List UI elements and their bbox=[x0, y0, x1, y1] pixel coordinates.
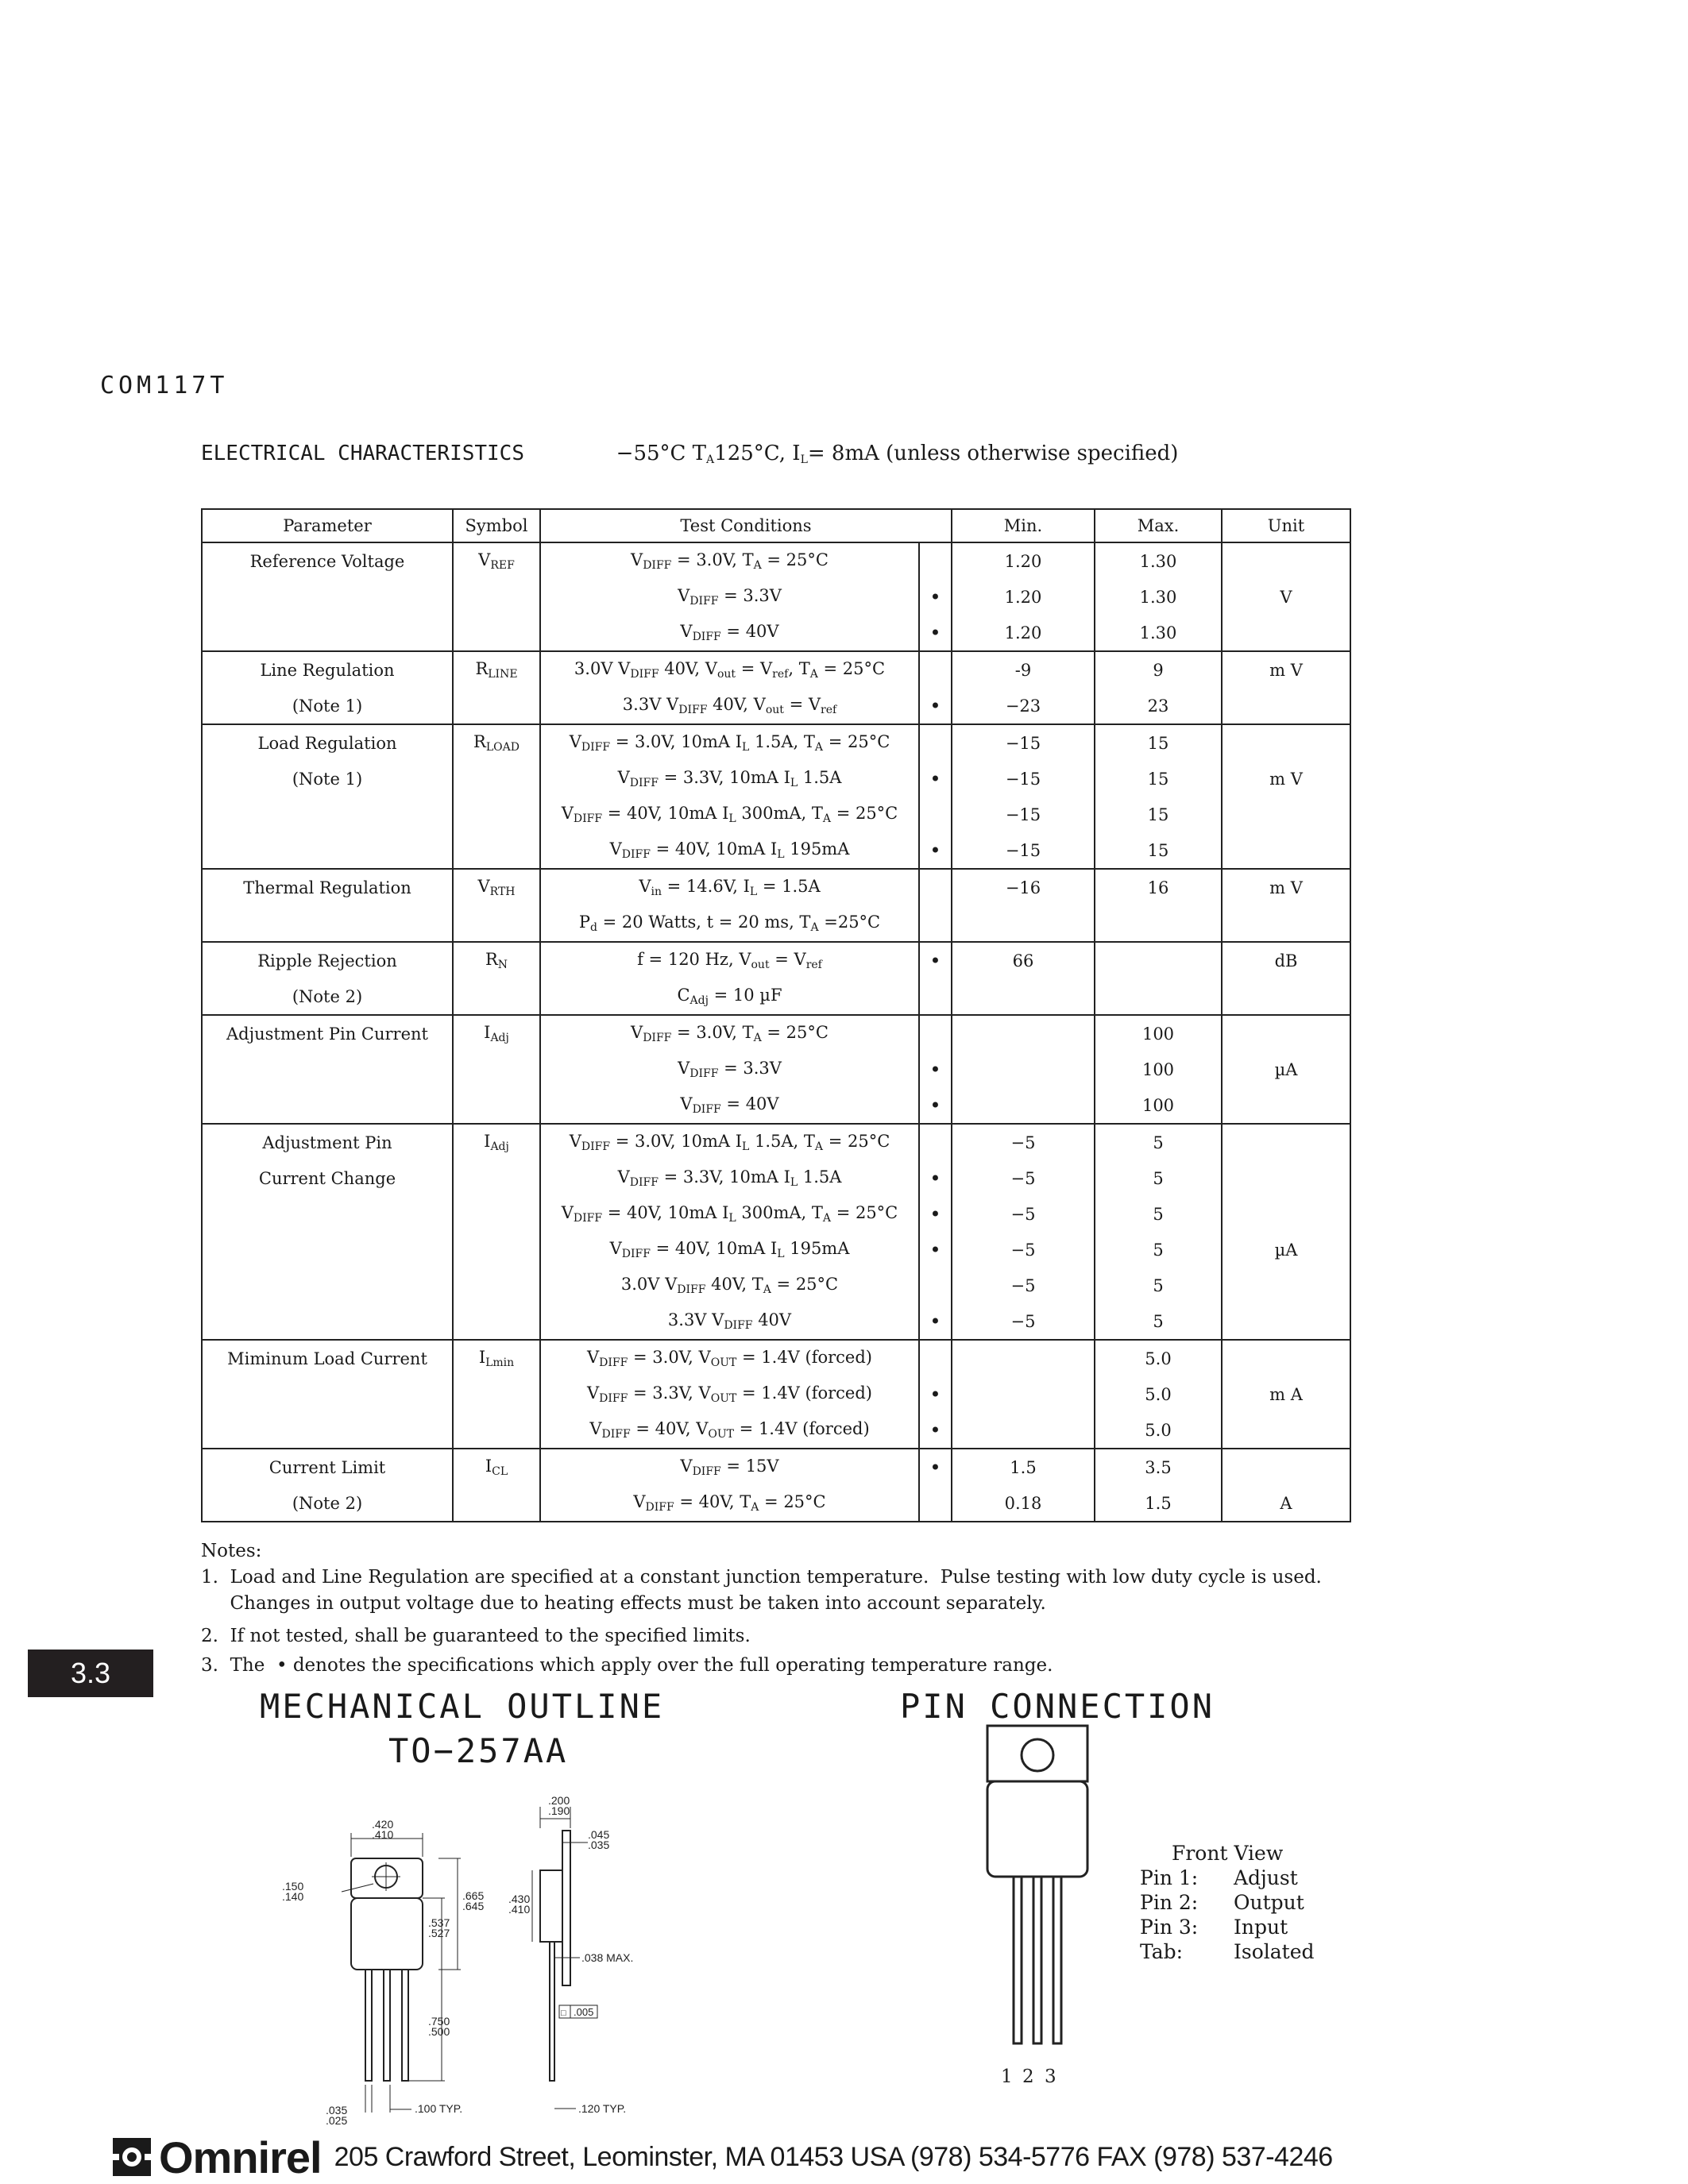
dim-lead-bot: .500 bbox=[428, 2025, 450, 2038]
symbol-cell: $R_N$ bbox=[453, 942, 540, 978]
table-row bbox=[202, 579, 1350, 615]
pin-info bbox=[1140, 1841, 1315, 1964]
symbol-cell bbox=[453, 1485, 540, 1522]
parameter-cell bbox=[202, 1376, 453, 1412]
dim-hole-top: .150 bbox=[282, 1880, 304, 1893]
unit-cell bbox=[1222, 1268, 1350, 1303]
pin-2-lead bbox=[1033, 1877, 1041, 2043]
min-cell: −15 bbox=[952, 832, 1095, 869]
min-cell: −5 bbox=[952, 1196, 1095, 1232]
unit-cell bbox=[1222, 797, 1350, 832]
test-condition-cell: 3.3V $V_{DIFF}$ 40V, $V_{out} = V_{ref}$ bbox=[540, 688, 919, 724]
symbol-cell bbox=[453, 797, 540, 832]
temp-range-bullet bbox=[919, 869, 952, 905]
package-type-title: TO−257AA bbox=[388, 1731, 569, 1770]
max-cell: 15 bbox=[1095, 724, 1222, 761]
pin-row bbox=[1140, 1915, 1315, 1939]
unit-cell: m A bbox=[1222, 1376, 1350, 1412]
side-view bbox=[540, 1831, 570, 2081]
temp-range-bullet: • bbox=[919, 1232, 952, 1268]
parameter-cell bbox=[202, 1232, 453, 1268]
parameter-cell: (Note 2) bbox=[202, 1485, 453, 1522]
unit-cell bbox=[1222, 1303, 1350, 1340]
dim-side-h-top: .430 bbox=[508, 1893, 531, 1905]
pin-connection-drawing bbox=[985, 1723, 1096, 2097]
max-cell bbox=[1095, 978, 1222, 1015]
table-row bbox=[202, 688, 1350, 724]
pin-value: Input bbox=[1234, 1916, 1288, 1939]
mechanical-outline-title: MECHANICAL OUTLINE bbox=[260, 1687, 665, 1726]
dim-flat: .005 bbox=[574, 2006, 594, 2018]
max-cell bbox=[1095, 905, 1222, 942]
test-condition-cell: $V_{DIFF} = 40V$, 10mA $I_L$ 300mA, $T_A = 25^\circ C$ bbox=[540, 797, 919, 832]
ec-title: ELECTRICAL CHARACTERISTICS bbox=[201, 442, 524, 465]
symbol-cell bbox=[453, 1051, 540, 1087]
dim-height-bot: .645 bbox=[462, 1900, 485, 1912]
unit-cell bbox=[1222, 1015, 1350, 1051]
table-row bbox=[202, 1412, 1350, 1449]
symbol-cell bbox=[453, 1303, 540, 1340]
dim-pin-bot: .025 bbox=[326, 2114, 348, 2127]
min-cell: −15 bbox=[952, 797, 1095, 832]
table-row bbox=[202, 832, 1350, 869]
pin-3-lead bbox=[1053, 1877, 1061, 2043]
header-unit: Unit bbox=[1222, 509, 1350, 542]
max-cell: 5 bbox=[1095, 1268, 1222, 1303]
pin-row bbox=[1140, 1890, 1315, 1915]
table-row bbox=[202, 1160, 1350, 1196]
dim-pitch: .100 TYP. bbox=[415, 2102, 463, 2115]
parameter-cell bbox=[202, 1303, 453, 1340]
dim-body-bot: .527 bbox=[428, 1927, 450, 1939]
temp-range-bullet bbox=[919, 1268, 952, 1303]
pin-1-lead bbox=[1014, 1877, 1022, 2043]
max-cell: 5.0 bbox=[1095, 1412, 1222, 1449]
section-tab: 3.3 bbox=[28, 1650, 153, 1697]
table-row bbox=[202, 797, 1350, 832]
max-cell: 5.0 bbox=[1095, 1376, 1222, 1412]
pin-row bbox=[1140, 1866, 1315, 1890]
max-cell: 5 bbox=[1095, 1303, 1222, 1340]
symbol-cell: $R_{LOAD}$ bbox=[453, 724, 540, 761]
max-cell: 5.0 bbox=[1095, 1340, 1222, 1376]
test-condition-cell: f = 120 Hz, $V_{out} = V_{ref}$ bbox=[540, 942, 919, 978]
max-cell: 1.5 bbox=[1095, 1485, 1222, 1522]
parameter-cell: (Note 1) bbox=[202, 761, 453, 797]
parameter-cell: Current Limit bbox=[202, 1449, 453, 1485]
dim-max: .038 MAX. bbox=[581, 1951, 634, 1964]
parameter-cell: Ripple Rejection bbox=[202, 942, 453, 978]
min-cell: −23 bbox=[952, 688, 1095, 724]
symbol-cell bbox=[453, 688, 540, 724]
table-row bbox=[202, 761, 1350, 797]
min-cell bbox=[952, 1376, 1095, 1412]
test-condition-cell: $V_{DIFF} = 40V$, $T_A = 25^\circ C$ bbox=[540, 1485, 919, 1522]
dim-tab-bot: .035 bbox=[588, 1839, 610, 1851]
omnirel-logo-icon bbox=[111, 2136, 153, 2178]
min-cell: 66 bbox=[952, 942, 1095, 978]
test-condition-cell: $V_{DIFF} = 40V$ bbox=[540, 615, 919, 651]
part-number: COM117T bbox=[100, 372, 229, 399]
table-row bbox=[202, 1485, 1350, 1522]
note-item: Changes in output voltage due to heating effects must be taken into account separately. bbox=[201, 1593, 1046, 1614]
unit-cell: A bbox=[1222, 1485, 1350, 1522]
unit-cell bbox=[1222, 832, 1350, 869]
min-cell: 1.5 bbox=[952, 1449, 1095, 1485]
parameter-cell bbox=[202, 797, 453, 832]
table-row bbox=[202, 905, 1350, 942]
pin-key: Tab: bbox=[1140, 1940, 1184, 1963]
min-cell: 0.18 bbox=[952, 1485, 1095, 1522]
parameter-cell bbox=[202, 905, 453, 942]
min-cell bbox=[952, 1340, 1095, 1376]
max-cell: 5 bbox=[1095, 1124, 1222, 1160]
unit-cell bbox=[1222, 1124, 1350, 1160]
parameter-cell bbox=[202, 579, 453, 615]
max-cell: 15 bbox=[1095, 761, 1222, 797]
header-test-conditions: Test Conditions bbox=[540, 509, 952, 542]
test-condition-cell: $V_{DIFF} = 40V$ bbox=[540, 1087, 919, 1124]
min-cell bbox=[952, 1015, 1095, 1051]
ec-conditions bbox=[616, 442, 1179, 466]
unit-cell bbox=[1222, 1449, 1350, 1485]
min-cell: 1.20 bbox=[952, 615, 1095, 651]
parameter-cell: Line Regulation bbox=[202, 651, 453, 688]
header-symbol: Symbol bbox=[453, 509, 540, 542]
min-cell bbox=[952, 1051, 1095, 1087]
pin-key: Pin 2: bbox=[1140, 1891, 1199, 1914]
dim-body-top: .537 bbox=[428, 1916, 450, 1929]
symbol-cell: $V_{REF}$ bbox=[453, 542, 540, 579]
dim-pin-top: .035 bbox=[326, 2104, 348, 2116]
test-condition-cell: $V_{DIFF} = 3.3V$, 10mA $I_L$ 1.5A bbox=[540, 761, 919, 797]
temp-range-bullet: • bbox=[919, 579, 952, 615]
header-parameter: Parameter bbox=[202, 509, 453, 542]
dim-width-top: .420 bbox=[372, 1818, 394, 1831]
pin-value: Output bbox=[1234, 1891, 1304, 1914]
parameter-cell bbox=[202, 1412, 453, 1449]
min-cell: −5 bbox=[952, 1232, 1095, 1268]
parameter-cell bbox=[202, 1051, 453, 1087]
symbol-cell: $I_{Adj}$ bbox=[453, 1124, 540, 1160]
min-cell bbox=[952, 905, 1095, 942]
unit-cell bbox=[1222, 978, 1350, 1015]
test-condition-cell: $V_{DIFF} = 3.3V$ bbox=[540, 579, 919, 615]
company-address: 205 Crawford Street, Leominster, MA 01453 USA (978) 534-5776 FAX (978) 537-4246 bbox=[334, 2141, 1333, 2172]
unit-cell bbox=[1222, 1196, 1350, 1232]
pin-row bbox=[1140, 1939, 1315, 1964]
parameter-cell bbox=[202, 1196, 453, 1232]
unit-cell bbox=[1222, 688, 1350, 724]
mechanical-outline-drawing bbox=[207, 1795, 699, 2128]
symbol-cell bbox=[453, 978, 540, 1015]
temp-range-bullet: • bbox=[919, 1087, 952, 1124]
temp-range-bullet: • bbox=[919, 688, 952, 724]
min-cell bbox=[952, 978, 1095, 1015]
test-condition-cell: $V_{DIFF} = 3.0V$, $T_A = 25^\circ C$ bbox=[540, 542, 919, 579]
temp-range-bullet bbox=[919, 724, 952, 761]
unit-cell bbox=[1222, 1160, 1350, 1196]
symbol-cell bbox=[453, 615, 540, 651]
dim-tab-top: .045 bbox=[588, 1828, 610, 1841]
table-row bbox=[202, 1303, 1350, 1340]
min-cell: −15 bbox=[952, 761, 1095, 797]
parameter-cell bbox=[202, 615, 453, 651]
min-cell: 1.20 bbox=[952, 579, 1095, 615]
ec-cond-c: = 8mA (unless otherwise specified) bbox=[807, 442, 1179, 465]
min-cell: −5 bbox=[952, 1268, 1095, 1303]
note-item: 1. Load and Line Regulation are specified at a constant junction temperature. Pulse testing with low duty cycle is used. bbox=[201, 1567, 1322, 1588]
max-cell: 16 bbox=[1095, 869, 1222, 905]
max-cell: 1.30 bbox=[1095, 579, 1222, 615]
package-body bbox=[987, 1781, 1087, 1877]
temp-range-bullet bbox=[919, 905, 952, 942]
table-row bbox=[202, 1232, 1350, 1268]
temp-range-bullet bbox=[919, 1485, 952, 1522]
parameter-cell: Miminum Load Current bbox=[202, 1340, 453, 1376]
max-cell: 23 bbox=[1095, 688, 1222, 724]
min-cell: -9 bbox=[952, 651, 1095, 688]
front-view bbox=[351, 1858, 423, 2081]
min-cell: −5 bbox=[952, 1124, 1095, 1160]
max-cell: 5 bbox=[1095, 1232, 1222, 1268]
unit-cell: m V bbox=[1222, 651, 1350, 688]
symbol-cell bbox=[453, 1268, 540, 1303]
test-condition-cell: 3.3V $V_{DIFF}$ 40V bbox=[540, 1303, 919, 1340]
max-cell: 100 bbox=[1095, 1087, 1222, 1124]
parameter-cell: (Note 2) bbox=[202, 978, 453, 1015]
test-condition-cell: $V_{DIFF} = 3.0V$, $V_{OUT} = 1.4V$ (forced) bbox=[540, 1340, 919, 1376]
brand-name: Omnirel bbox=[159, 2132, 322, 2182]
table-row bbox=[202, 724, 1350, 761]
table-row bbox=[202, 1268, 1350, 1303]
header-min: Min. bbox=[952, 509, 1095, 542]
temp-range-bullet bbox=[919, 978, 952, 1015]
temp-range-bullet: • bbox=[919, 1376, 952, 1412]
unit-cell bbox=[1222, 724, 1350, 761]
max-cell: 15 bbox=[1095, 832, 1222, 869]
temp-range-bullet bbox=[919, 1124, 952, 1160]
table-row bbox=[202, 651, 1350, 688]
pin-value: Isolated bbox=[1234, 1940, 1315, 1963]
pin-number: 1 bbox=[1001, 2066, 1013, 2087]
dim-width-bot: .410 bbox=[372, 1828, 394, 1841]
unit-cell bbox=[1222, 1087, 1350, 1124]
test-condition-cell: $V_{DIFF} = 40V$, 10mA $I_L$ 300mA, $T_A = 25^\circ C$ bbox=[540, 1196, 919, 1232]
pin-number: 2 bbox=[1022, 2066, 1034, 2087]
symbol-cell: $I_{CL}$ bbox=[453, 1449, 540, 1485]
table-row bbox=[202, 1340, 1350, 1376]
package-tab bbox=[987, 1726, 1087, 1781]
temp-range-bullet: • bbox=[919, 1412, 952, 1449]
parameter-cell: Current Change bbox=[202, 1160, 453, 1196]
min-cell: −15 bbox=[952, 724, 1095, 761]
unit-cell: dB bbox=[1222, 942, 1350, 978]
table-header-row bbox=[202, 509, 1350, 542]
parameter-cell: Adjustment Pin Current bbox=[202, 1015, 453, 1051]
symbol-cell: $R_{LINE}$ bbox=[453, 651, 540, 688]
symbol-cell: $I_{Adj}$ bbox=[453, 1015, 540, 1051]
temp-range-bullet: • bbox=[919, 1051, 952, 1087]
table-row bbox=[202, 1087, 1350, 1124]
min-cell bbox=[952, 1087, 1095, 1124]
temp-range-bullet bbox=[919, 1015, 952, 1051]
symbol-cell: $I_{Lmin}$ bbox=[453, 1340, 540, 1376]
test-condition-cell: $V_{DIFF} = 3.0V$, $T_A = 25^\circ C$ bbox=[540, 1015, 919, 1051]
pin-connection-title: PIN CONNECTION bbox=[900, 1687, 1215, 1726]
dim-side-w-top: .200 bbox=[548, 1795, 570, 1807]
unit-cell: µA bbox=[1222, 1232, 1350, 1268]
table-row bbox=[202, 1124, 1350, 1160]
electrical-characteristics-table bbox=[201, 508, 1351, 1522]
unit-cell: m V bbox=[1222, 761, 1350, 797]
unit-cell: V bbox=[1222, 579, 1350, 615]
min-cell: −16 bbox=[952, 869, 1095, 905]
temp-range-bullet: • bbox=[919, 615, 952, 651]
test-condition-cell: $V_{DIFF} = 3.3V$, 10mA $I_L$ 1.5A bbox=[540, 1160, 919, 1196]
note-item: 3. The • denotes the specifications which apply over the full operating temperature range. bbox=[201, 1655, 1053, 1676]
max-cell: 5 bbox=[1095, 1196, 1222, 1232]
footer bbox=[111, 2133, 1333, 2181]
table-row bbox=[202, 542, 1350, 579]
max-cell: 100 bbox=[1095, 1015, 1222, 1051]
dim-lead-top: .750 bbox=[428, 2015, 450, 2028]
temp-range-bullet bbox=[919, 797, 952, 832]
max-cell: 1.30 bbox=[1095, 542, 1222, 579]
test-condition-cell: $V_{DIFF} = 3.3V$ bbox=[540, 1051, 919, 1087]
test-condition-cell: $V_{DIFF} = 40V$, $V_{OUT} = 1.4V$ (forced) bbox=[540, 1412, 919, 1449]
min-cell: 1.20 bbox=[952, 542, 1095, 579]
notes-title: Notes: bbox=[201, 1541, 262, 1561]
symbol-cell bbox=[453, 1160, 540, 1196]
temp-range-bullet: • bbox=[919, 1449, 952, 1485]
ec-cond-a-sub: A bbox=[706, 453, 715, 466]
symbol-cell: $V_{RTH}$ bbox=[453, 869, 540, 905]
unit-cell bbox=[1222, 1412, 1350, 1449]
pin-numbers bbox=[1001, 2066, 1056, 2087]
table-row bbox=[202, 1015, 1350, 1051]
temp-range-bullet: • bbox=[919, 942, 952, 978]
flatness-symbol: □ bbox=[561, 2008, 566, 2018]
test-condition-cell: 3.0V $V_{DIFF}$ 40V, $V_{out} = V_{ref}$, $T_A = 25^\circ C$ bbox=[540, 651, 919, 688]
test-condition-cell: $V_{DIFF} = 3.0V$, 10mA $I_L$ 1.5A, $T_A = 25^\circ C$ bbox=[540, 1124, 919, 1160]
parameter-cell: Load Regulation bbox=[202, 724, 453, 761]
max-cell: 100 bbox=[1095, 1051, 1222, 1087]
test-condition-cell: $V_{DIFF} = 15V$ bbox=[540, 1449, 919, 1485]
test-condition-cell: $V_{DIFF} = 40V$, 10mA $I_L$ 195mA bbox=[540, 832, 919, 869]
symbol-cell bbox=[453, 1412, 540, 1449]
max-cell bbox=[1095, 942, 1222, 978]
unit-cell bbox=[1222, 1340, 1350, 1376]
ec-cond-b: 125°C, I bbox=[714, 442, 801, 465]
symbol-cell bbox=[453, 905, 540, 942]
unit-cell: m V bbox=[1222, 869, 1350, 905]
parameter-cell: Adjustment Pin bbox=[202, 1124, 453, 1160]
test-condition-cell: $V_{DIFF} = 40V$, 10mA $I_L$ 195mA bbox=[540, 1232, 919, 1268]
temp-range-bullet bbox=[919, 542, 952, 579]
table-row bbox=[202, 978, 1350, 1015]
table-row bbox=[202, 1196, 1350, 1232]
temp-range-bullet: • bbox=[919, 1160, 952, 1196]
pin-number: 3 bbox=[1045, 2066, 1056, 2087]
dim-side-w-bot: .190 bbox=[548, 1804, 570, 1817]
table-row bbox=[202, 1376, 1350, 1412]
temp-range-bullet bbox=[919, 1340, 952, 1376]
parameter-cell bbox=[202, 1087, 453, 1124]
ec-cond-b-sub: L bbox=[800, 453, 808, 466]
unit-cell bbox=[1222, 542, 1350, 579]
ec-cond-a: −55°C T bbox=[616, 442, 707, 465]
max-cell: 5 bbox=[1095, 1160, 1222, 1196]
temp-range-bullet: • bbox=[919, 1196, 952, 1232]
table-row bbox=[202, 1449, 1350, 1485]
test-condition-cell: $C_{Adj} = 10$ µF bbox=[540, 978, 919, 1015]
dim-side-h-bot: .410 bbox=[508, 1903, 531, 1916]
temp-range-bullet: • bbox=[919, 761, 952, 797]
front-view-label: Front View bbox=[1172, 1842, 1284, 1865]
test-condition-cell: $V_{DIFF} = 3.0V$, 10mA $I_L$ 1.5A, $T_A = 25^\circ C$ bbox=[540, 724, 919, 761]
test-condition-cell: $V_{in} = 14.6V$, $I_L = 1.5A$ bbox=[540, 869, 919, 905]
pin-value: Adjust bbox=[1234, 1866, 1298, 1889]
dim-hole-bot: .140 bbox=[282, 1890, 304, 1903]
parameter-cell bbox=[202, 832, 453, 869]
symbol-cell bbox=[453, 1196, 540, 1232]
unit-cell bbox=[1222, 905, 1350, 942]
temp-range-bullet bbox=[919, 651, 952, 688]
unit-cell bbox=[1222, 615, 1350, 651]
min-cell: −5 bbox=[952, 1303, 1095, 1340]
symbol-cell bbox=[453, 1376, 540, 1412]
table-row bbox=[202, 869, 1350, 905]
unit-cell: µA bbox=[1222, 1051, 1350, 1087]
note-item: 2. If not tested, shall be guaranteed to the specified limits. bbox=[201, 1626, 751, 1646]
symbol-cell bbox=[453, 832, 540, 869]
notes bbox=[201, 1538, 1322, 1679]
header-max: Max. bbox=[1095, 509, 1222, 542]
max-cell: 3.5 bbox=[1095, 1449, 1222, 1485]
table-row bbox=[202, 1051, 1350, 1087]
max-cell: 9 bbox=[1095, 651, 1222, 688]
parameter-cell: (Note 1) bbox=[202, 688, 453, 724]
test-condition-cell: $V_{DIFF} = 3.3V$, $V_{OUT} = 1.4V$ (forced) bbox=[540, 1376, 919, 1412]
max-cell: 15 bbox=[1095, 797, 1222, 832]
symbol-cell bbox=[453, 1087, 540, 1124]
test-condition-cell: $P_d = 20$ Watts, t = 20 ms, $T_A =25^\circ C$ bbox=[540, 905, 919, 942]
test-condition-cell: 3.0V $V_{DIFF}$ 40V, $T_A = 25^\circ C$ bbox=[540, 1268, 919, 1303]
parameter-cell: Reference Voltage bbox=[202, 542, 453, 579]
dim-side-pitch: .120 TYP. bbox=[578, 2102, 627, 2115]
parameter-cell bbox=[202, 1268, 453, 1303]
electrical-characteristics-header bbox=[201, 442, 1178, 466]
mounting-hole bbox=[1022, 1739, 1053, 1771]
min-cell bbox=[952, 1412, 1095, 1449]
pin-key: Pin 1: bbox=[1140, 1866, 1199, 1889]
pin-key: Pin 3: bbox=[1140, 1916, 1199, 1939]
temp-range-bullet: • bbox=[919, 832, 952, 869]
table-row bbox=[202, 942, 1350, 978]
dim-height-top: .665 bbox=[462, 1889, 485, 1902]
symbol-cell bbox=[453, 761, 540, 797]
min-cell: −5 bbox=[952, 1160, 1095, 1196]
max-cell: 1.30 bbox=[1095, 615, 1222, 651]
symbol-cell bbox=[453, 1232, 540, 1268]
symbol-cell bbox=[453, 579, 540, 615]
temp-range-bullet: • bbox=[919, 1303, 952, 1340]
table-row bbox=[202, 615, 1350, 651]
parameter-cell: Thermal Regulation bbox=[202, 869, 453, 905]
